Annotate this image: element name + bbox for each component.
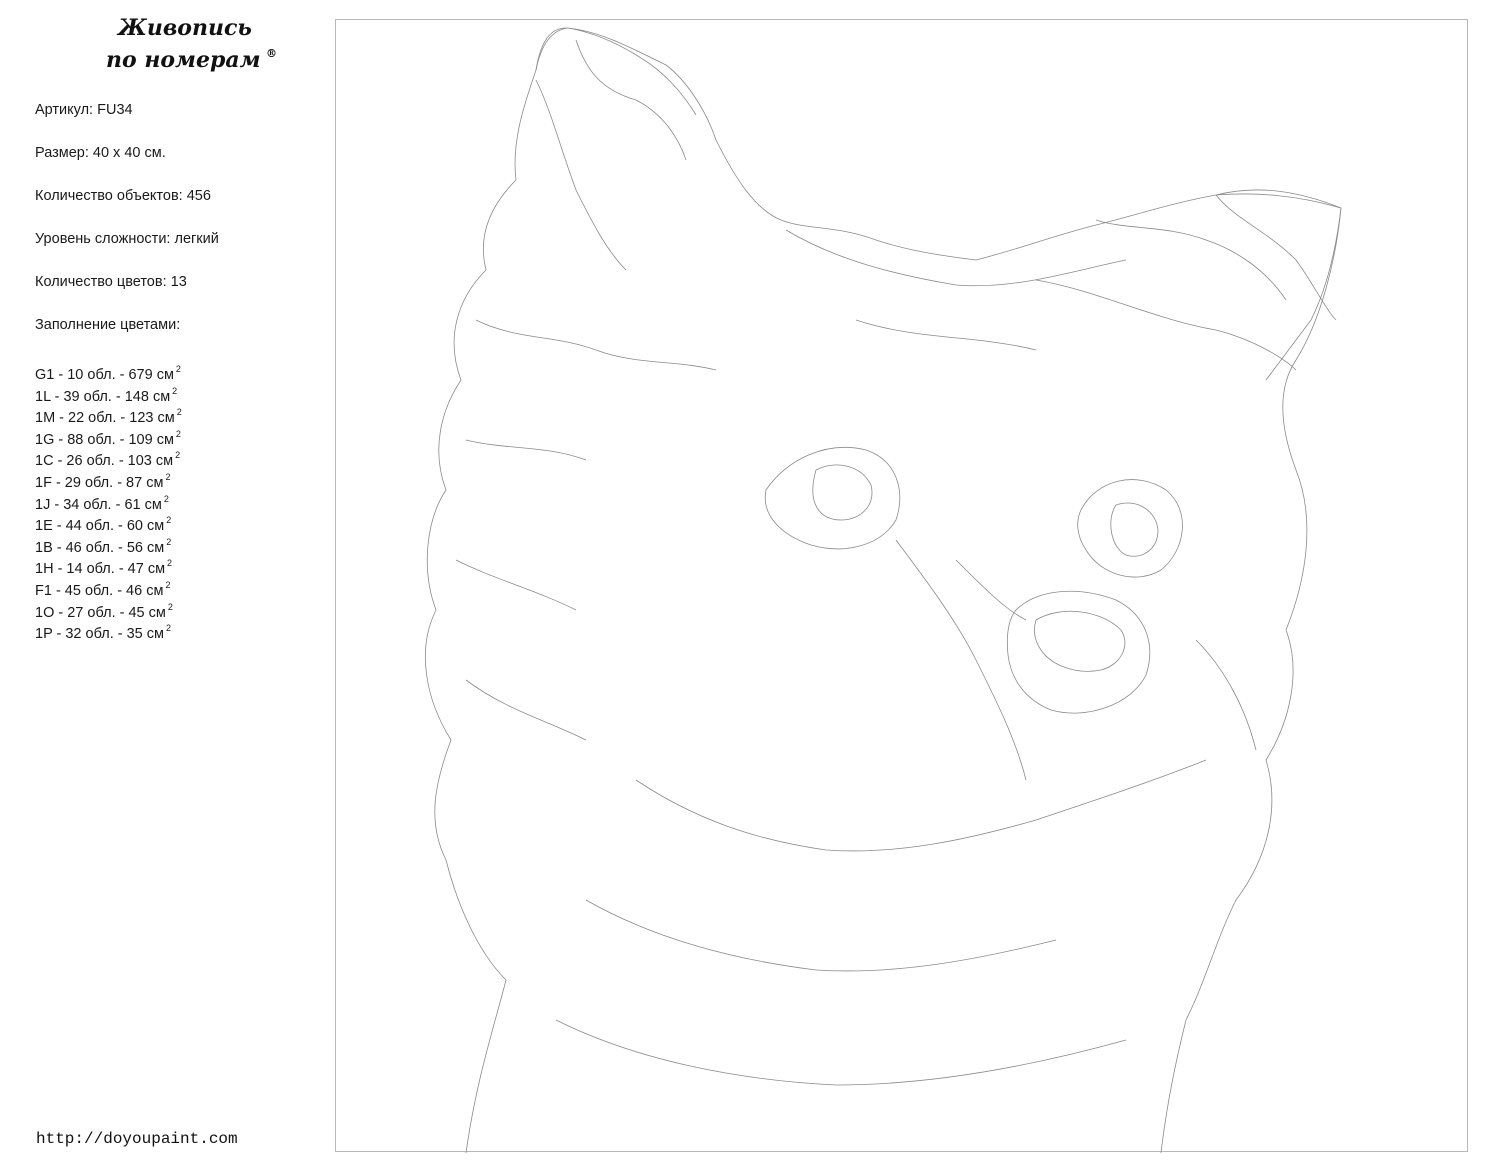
color-fill-item <box>35 467 182 489</box>
color-fill-text: 1J - 34 обл. - 61 см <box>35 496 162 513</box>
fur-outline <box>425 28 1341 1153</box>
legend-sidebar <box>0 0 330 1169</box>
color-fill-item <box>35 489 182 511</box>
color-fill-text: 1O - 27 обл. - 45 см <box>35 604 166 621</box>
left-eye-inner <box>813 465 872 520</box>
color-fill-item <box>35 381 182 403</box>
color-fill-text: 1E - 44 обл. - 60 см <box>35 518 165 535</box>
color-fill-text: 1L - 39 обл. - 148 см <box>35 388 171 405</box>
area-unit-exponent: 2 <box>166 515 172 526</box>
color-fill-item <box>35 359 182 381</box>
fill-heading: Заполнение цветами: <box>35 317 181 333</box>
area-unit-exponent: 2 <box>167 558 173 569</box>
color-fill-text: 1G - 88 обл. - 109 см <box>35 431 174 448</box>
color-fill-text: 1H - 14 обл. - 47 см <box>35 561 166 578</box>
color-fill-text: F1 - 45 обл. - 46 см <box>35 582 164 599</box>
color-fill-text: 1P - 32 обл. - 35 см <box>35 626 164 643</box>
ear-right <box>1216 190 1341 380</box>
color-fill-text: G1 - 10 обл. - 679 см <box>35 367 174 383</box>
color-fill-text: 1F - 29 обл. - 87 см <box>35 474 164 491</box>
brand-line-1: Живопись <box>118 15 252 41</box>
brand-line-2-text: по номерам <box>106 47 261 73</box>
registered-mark: ® <box>266 47 277 60</box>
right-eye-outline <box>1078 480 1183 577</box>
area-unit-exponent: 2 <box>175 364 181 374</box>
area-unit-exponent: 2 <box>175 450 181 461</box>
color-fill-item <box>35 532 182 554</box>
color-fill-text: 1C - 26 обл. - 103 см <box>35 453 174 470</box>
color-fill-item <box>35 597 182 619</box>
website-url: http://doyoupaint.com <box>36 1130 238 1148</box>
color-fill-item <box>35 618 182 643</box>
dog-line-art <box>336 20 1469 1153</box>
article-number: Артикул: FU34 <box>35 102 133 118</box>
fur-layer-2 <box>456 320 716 740</box>
color-fill-text: 1M - 22 обл. - 123 см <box>35 410 175 427</box>
product-info <box>35 100 219 337</box>
color-fill-item <box>35 575 182 597</box>
color-fill-text: 1B - 46 обл. - 56 см <box>35 539 165 556</box>
area-unit-exponent: 2 <box>163 493 169 504</box>
coloring-canvas <box>335 19 1468 1152</box>
color-fill-item <box>35 510 182 535</box>
area-unit-exponent: 2 <box>172 385 178 396</box>
area-unit-exponent: 2 <box>166 623 172 634</box>
area-unit-exponent: 2 <box>166 536 172 547</box>
area-unit-exponent: 2 <box>176 407 182 418</box>
color-fill-list <box>35 359 182 643</box>
area-unit-exponent: 2 <box>175 428 181 439</box>
difficulty-level: Уровень сложности: легкий <box>35 231 219 247</box>
canvas-size: Размер: 40 х 40 см. <box>35 145 166 161</box>
color-count: Количество цветов: 13 <box>35 274 187 290</box>
area-unit-exponent: 2 <box>167 601 173 612</box>
chest-fur <box>556 760 1206 1085</box>
brand-logo <box>96 12 296 76</box>
color-fill-item <box>35 445 182 470</box>
area-unit-exponent: 2 <box>165 471 171 482</box>
object-count: Количество объектов: 456 <box>35 188 211 204</box>
fur-layer-3 <box>786 230 1296 370</box>
fur-layer-4 <box>1096 195 1336 320</box>
color-fill-item <box>35 553 182 578</box>
muzzle-fur <box>896 540 1256 780</box>
area-unit-exponent: 2 <box>165 579 171 590</box>
nose-inner <box>1034 611 1125 671</box>
right-eye-inner <box>1111 503 1158 556</box>
color-fill-item <box>35 402 182 427</box>
brand-line-2 <box>96 44 296 76</box>
left-eye-outline <box>765 447 900 548</box>
color-fill-item <box>35 424 182 446</box>
nose-outline <box>1007 591 1149 713</box>
